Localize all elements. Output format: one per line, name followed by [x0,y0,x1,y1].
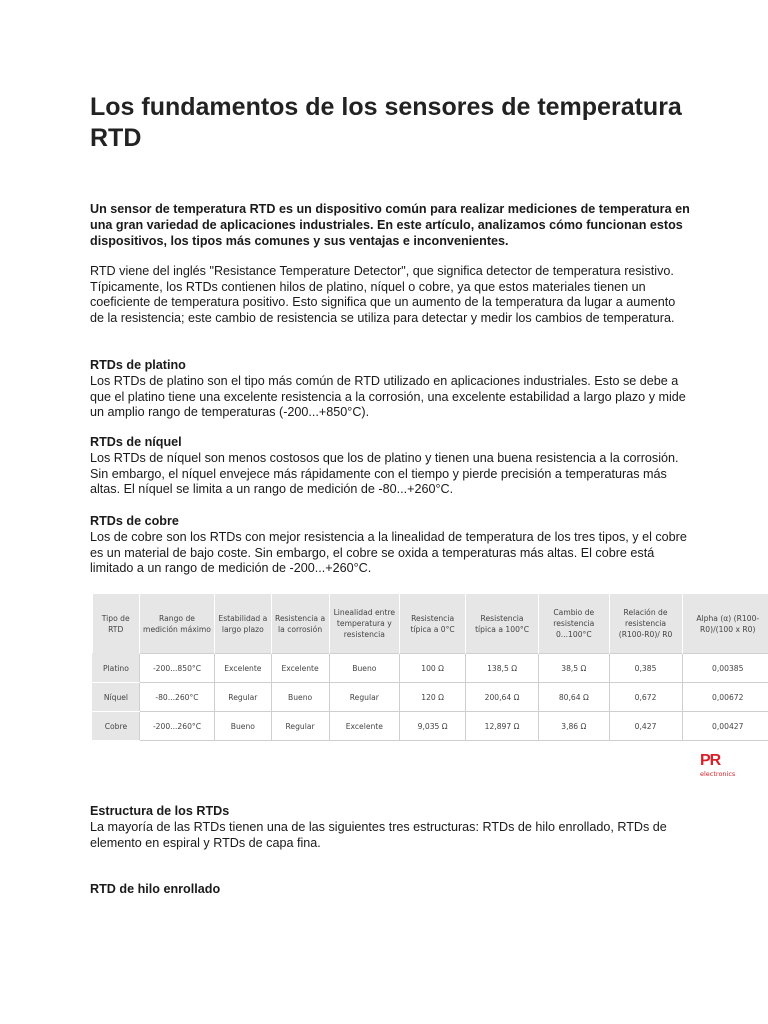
table-cell: 9,035 Ω [400,712,466,741]
table-row [93,683,768,712]
rtd-comparison-table [92,594,768,741]
logo-mark: PR [700,752,721,769]
table-cell: Bueno [329,654,400,683]
table-header-cell: Tipo de RTD [93,594,140,654]
table-cell: Excelente [215,654,272,683]
table-cell: Excelente [329,712,400,741]
table-cell: Regular [329,683,400,712]
table-cell: Níquel [93,683,140,712]
table-cell: 80,64 Ω [539,683,610,712]
intro-paragraph: RTD viene del inglés "Resistance Temperature Detector", que significa detector de temperatura resistivo. Típicamente, los RTDs contienen hilos de platino, níquel o cobre, ya que estos materiales tienen un coeficiente de temperatura positivo. Esto significa que un aumento de la temperatura da lugar a aumento de la resistencia; este cambio de resistencia se utiliza para detectar y medir los cambios de temperatura. [90,264,676,326]
table-cell: -80...260°C [139,683,214,712]
table-cell: 100 Ω [400,654,466,683]
table-cell: 0,00427 [682,712,768,741]
table-header-cell: Cambio de resistencia 0...100°C [539,594,610,654]
table-header-cell: Estabilidad a largo plazo [215,594,272,654]
section-heading-platino: RTDs de platino [90,358,186,372]
table-header-cell: Rango de medición máximo [139,594,214,654]
table-cell: Cobre [93,712,140,741]
table-cell: 200,64 Ω [466,683,539,712]
table-cell: 0,672 [609,683,682,712]
table-header-cell: Relación de resistencia (R100-R0)/ R0 [609,594,682,654]
table-header-cell: Resistencia típica a 100°C [466,594,539,654]
table-row [93,712,768,741]
table-cell: 38,5 Ω [539,654,610,683]
table-header-row [93,594,768,654]
table-cell: 120 Ω [400,683,466,712]
logo-subtitle: electronics [700,770,736,778]
table-cell: 12,897 Ω [466,712,539,741]
table-row [93,654,768,683]
table-cell: 0,385 [609,654,682,683]
table-cell: Bueno [215,712,272,741]
table-header-cell: Alpha (α) (R100-R0)/(100 x R0) [682,594,768,654]
table-cell: Regular [215,683,272,712]
section-body-platino: Los RTDs de platino son el tipo más común de RTD utilizado en aplicaciones industriales. Esto se debe a que el platino tiene una excelente resistencia a la corrosión, una excelente estabilidad a largo plazo y mide un amplio rango de temperaturas (-200...+850°C). [90,374,686,420]
wire-wound-heading: RTD de hilo enrollado [90,882,221,896]
table-header-cell: Linealidad entre temperatura y resistencia [329,594,400,654]
table-cell: 3,86 Ω [539,712,610,741]
table-cell: 0,427 [609,712,682,741]
table-header-cell: Resistencia típica a 0°C [400,594,466,654]
table-cell: Bueno [271,683,329,712]
table-cell: 0,00385 [682,654,768,683]
section-heading-niquel: RTDs de níquel [90,435,182,449]
section-body-niquel: Los RTDs de níquel son menos costosos que los de platino y tienen una buena resistencia a la corrosión. Sin embargo, el níquel envejece más rápidamente con el tiempo y pierde precisión a temperaturas más altas. El níquel se limita a un rango de medición de -80...+260°C. [90,451,679,497]
table-cell: -200...260°C [139,712,214,741]
section-body-cobre: Los de cobre son los RTDs con mejor resistencia a la linealidad de temperatura de los tres tipos, y el cobre es un material de bajo coste. Sin embargo, el cobre se oxida a temperaturas más altas. El cobre está limitado a un rango de medición de -200...+260°C. [90,530,687,576]
article-lead: Un sensor de temperatura RTD es un dispositivo común para realizar mediciones de temperatura en una gran variedad de aplicaciones industriales. En este artículo, analizamos cómo funcionan estos dispositivos, los tipos más comunes y sus ventajas e inconvenientes. [90,202,690,248]
pr-electronics-logo [698,752,742,782]
structure-body: La mayoría de las RTDs tienen una de las siguientes tres estructuras: RTDs de hilo enrollado, RTDs de elemento en espiral y RTDs de capa fina. [90,820,667,850]
table-cell: Regular [271,712,329,741]
table-cell: Excelente [271,654,329,683]
table-header-cell: Resistencia a la corrosión [271,594,329,654]
structure-heading: Estructura de los RTDs [90,804,230,818]
table-cell: -200...850°C [139,654,214,683]
table-cell: Platino [93,654,140,683]
section-heading-cobre: RTDs de cobre [90,514,179,528]
table-cell: 138,5 Ω [466,654,539,683]
table-cell: 0,00672 [682,683,768,712]
article-title: Los fundamentos de los sensores de temperatura RTD [90,93,682,152]
